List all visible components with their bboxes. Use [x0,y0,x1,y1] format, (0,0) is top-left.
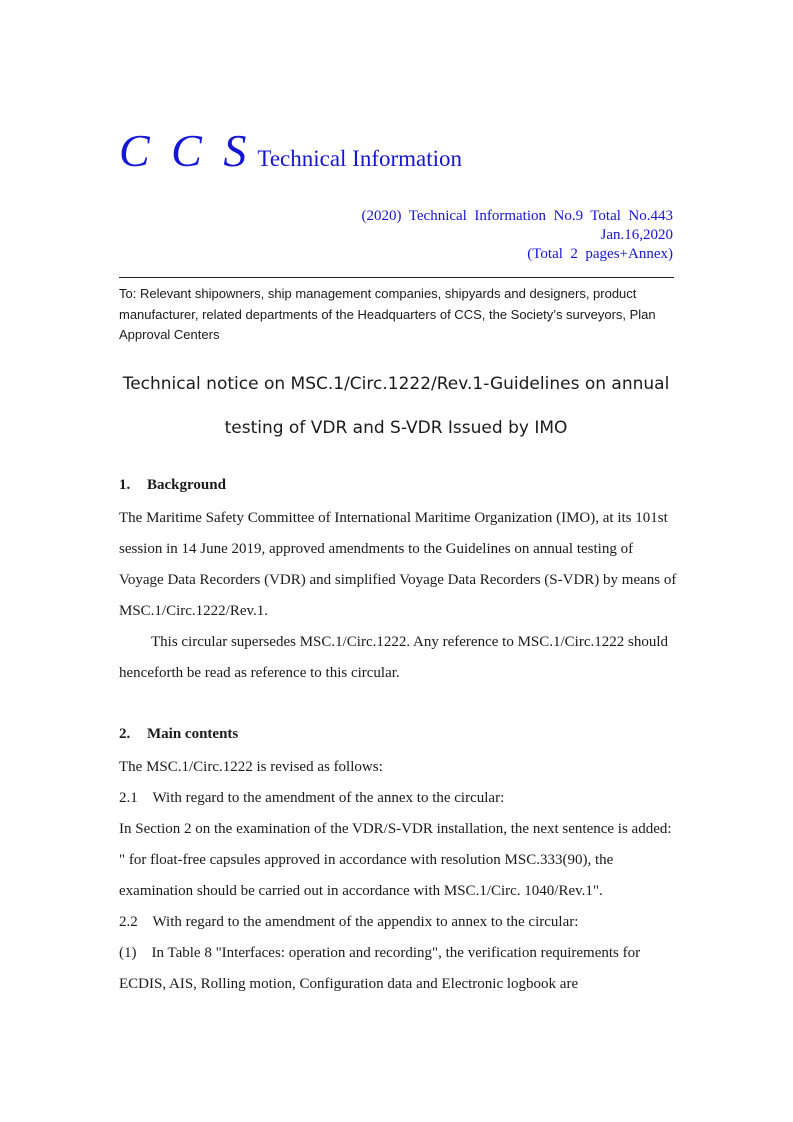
section-2-body [119,752,683,1000]
section-2-number: 2. [119,726,131,742]
section-1-title: Background [147,477,226,493]
section-1-number: 1. [119,477,131,493]
header-divider [119,277,674,278]
section-1-body [119,503,679,689]
reference-date: Jan.16,2020 [600,227,673,243]
section-2-intro: The MSC.1/Circ.1222 is revised as follows: [119,759,383,775]
section-1-paragraph-1: The Maritime Safety Committee of International Maritime Organization (IMO), at its 101st session in 14 June 2019, approved amendments to the Guidelines on annual testing of Voyage Data Recorders (VDR) and simplified Voyage Data Recorders (S-VDR) by means of MSC.1/Circ.1222/Rev.1. [119,510,677,619]
section-1-paragraph-2: This circular supersedes MSC.1/Circ.1222. Any reference to MSC.1/Circ.1222 should henceforth be read as reference to this circular. [119,634,669,681]
item-2-2-heading: 2.2 With regard to the amendment of the appendix to annex to the circular: [119,914,579,930]
logo-ccs-letters: C C S [119,125,252,176]
item-2-2-1-text: (1) In Table 8 "Interfaces: operation and recording", the verification requirements for ECDIS, AIS, Rolling motion, Configuration data and Electronic logbook are [119,945,644,992]
section-1-heading [119,477,226,494]
recipients: To: Relevant shipowners, ship management companies, shipyards and designers, product manufacturer, related departments of the Headquarters of CCS, the Society’s surveyors, Plan Approval Centers [119,286,656,342]
item-2-1-heading: 2.1 With regard to the amendment of the annex to the circular: [119,790,505,806]
document-reference [362,207,673,264]
document-title-line-2: testing of VDR and S-VDR Issued by IMO [224,418,568,438]
reference-pages: (Total 2 pages+Annex) [527,246,673,262]
section-2-title: Main contents [147,726,239,742]
document-title-line-1: Technical notice on MSC.1/Circ.1222/Rev.1-Guidelines on annual [122,374,670,394]
item-2-1-text: In Section 2 on the examination of the VDR/S-VDR installation, the next sentence is added: " for float-free capsules approved in accordance with resolution MSC.333(90), the examination should be carried out in accordance with MSC.1/Circ. 1040/Rev.1". [119,821,683,899]
logo-subtitle: Technical Information [257,146,463,171]
section-2-heading [119,726,238,743]
reference-number: (2020) Technical Information No.9 Total No.443 [361,208,673,224]
ccs-logo [119,124,462,177]
